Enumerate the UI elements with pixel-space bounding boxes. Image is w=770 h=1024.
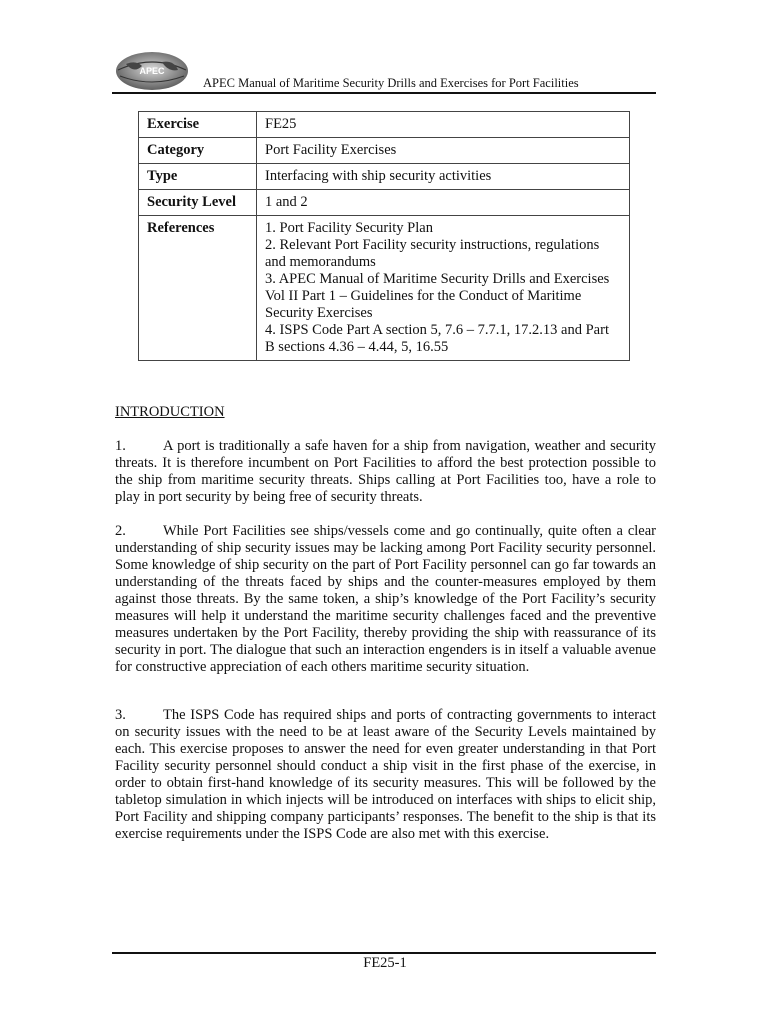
row-value: 1 and 2 — [257, 190, 630, 216]
references-list — [257, 216, 630, 361]
table-row-references — [139, 216, 630, 361]
paragraph-text: A port is traditionally a safe haven for a ship from navigation, weather and security threats. It is therefore incumbent on Port Facilities to afford the best protection possible to the ship from maritime security threats. Ships calling at Port Facilities too, have a role to play in port security by being free of security threats. — [115, 438, 656, 505]
table-row — [139, 112, 630, 138]
reference-item: 1. Port Facility Security Plan — [265, 220, 433, 236]
reference-item: 2. Relevant Port Facility security instructions, regulations and memorandums — [265, 237, 600, 270]
svg-text:APEC: APEC — [139, 66, 165, 76]
document-header-title: APEC Manual of Maritime Security Drills and Exercises for Port Facilities — [203, 76, 579, 90]
header-divider — [112, 92, 656, 94]
paragraph — [115, 438, 656, 506]
footer-divider — [112, 952, 656, 954]
row-label: Security Level — [139, 190, 257, 216]
paragraph-number: 1. — [115, 438, 126, 454]
row-value: Interfacing with ship security activities — [257, 164, 630, 190]
row-label: Exercise — [139, 112, 257, 138]
row-label: Category — [139, 138, 257, 164]
table-row — [139, 190, 630, 216]
paragraph — [115, 523, 656, 676]
row-label: Type — [139, 164, 257, 190]
table-row — [139, 164, 630, 190]
paragraph-text: While Port Facilities see ships/vessels come and go continually, quite often a clear understanding of ship security issues may be lacking among Port Facility security personnel. Some knowledge of ship security on the part of Port Facility personnel can go far towards an understanding of the threats faced by ships and the counter-measures employed by them against those threats. By the same token, a ship’s knowledge of the Port Facility’s security measures will help it understand the maritime security challenges faced and the preventive measures undertaken by the Port Facility, thereby providing the ship with reassurance of its security in port. The dialogue that such an interaction engenders is in itself a valuable avenue for constructive appreciation of each others maritime security situation. — [115, 523, 656, 675]
row-value: Port Facility Exercises — [257, 138, 630, 164]
paragraph-text: The ISPS Code has required ships and ports of contracting governments to interact on security issues with the need to be at least aware of the Security Levels maintained by each. This exercise proposes to answer the need for even greater understanding in that Port Facility security personnel should conduct a ship visit in the first phase of the exercise, in order to obtain first-hand knowledge of its security measures. This will be followed by the tabletop simulation in which injects will be introduced on interfaces with ships to elicit ship, Port Facility and shipping company participants’ responses. The benefit to the ship is that its exercise requirements under the ISPS Code are also met with this exercise. — [115, 707, 656, 842]
reference-item: 4. ISPS Code Part A section 5, 7.6 – 7.7.1, 17.2.13 and Part B sections 4.36 – 4.44, 5, 16.55 — [265, 322, 609, 355]
page-number: FE25-1 — [363, 955, 407, 971]
exercise-info-table — [138, 111, 630, 361]
paragraph — [115, 707, 656, 843]
apec-logo — [112, 48, 192, 94]
paragraph-number: 3. — [115, 707, 126, 723]
table-row — [139, 138, 630, 164]
section-title-introduction: INTRODUCTION — [115, 404, 225, 420]
row-label: References — [139, 216, 257, 361]
reference-item: 3. APEC Manual of Maritime Security Drills and Exercises Vol II Part 1 – Guidelines for the Conduct of Maritime Security Exercises — [265, 271, 610, 321]
paragraph-number: 2. — [115, 523, 126, 539]
row-value: FE25 — [257, 112, 630, 138]
